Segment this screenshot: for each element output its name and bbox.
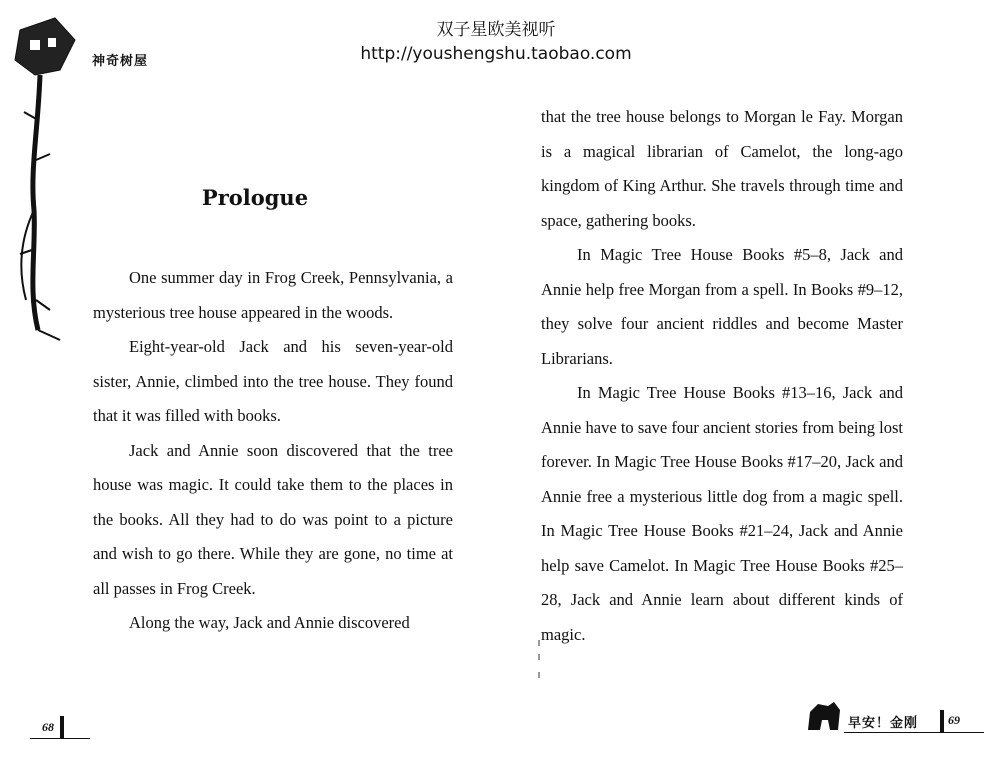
paragraph: In Magic Tree House Books #5–8, Jack and Annie help free Morgan from a spell. In Books #9–12, they solve four ancient riddles and become Master Librarians. bbox=[541, 245, 903, 368]
paragraph: Eight-year-old Jack and his seven-year-old sister, Annie, climbed into the tree house. They found that it was filled with books. bbox=[93, 337, 453, 425]
paragraph: that the tree house belongs to Morgan le Fay. Morgan is a magical librarian of Camelot, the long-ago kingdom of King Arthur. She travels through time and space, gathering books. bbox=[541, 107, 903, 230]
watermark-title: 双子星欧美视听 bbox=[436, 20, 556, 40]
footer-rule bbox=[844, 732, 984, 733]
footer-rule bbox=[30, 738, 90, 739]
paragraph: In Magic Tree House Books #13–16, Jack and Annie have to save four ancient stories from being lost forever. In Magic Tree House Books #17–20, Jack and Annie free a mysterious little dog from a magic spell. In Magic Tree House Books #21–24, Jack and Annie help save Camelot. In Magic Tree House Books #25–28, Jack and Annie learn about different kinds of magic. bbox=[541, 383, 903, 644]
running-head-right: 早安！金刚 bbox=[848, 716, 919, 731]
right-page-text bbox=[541, 100, 903, 652]
watermark-url: http://youshengshu.taobao.com bbox=[360, 44, 632, 64]
paragraph: Jack and Annie soon discovered that the tree house was magic. It could take them to the places in the books. All they had to do was point to a picture and wish to go there. While they are gone, no time at all passes in Frog Creek. bbox=[93, 440, 453, 598]
left-page-text bbox=[93, 261, 453, 641]
paragraph: Along the way, Jack and Annie discovered bbox=[129, 613, 410, 632]
page-number-right: 69 bbox=[948, 713, 960, 727]
footer-right bbox=[800, 700, 985, 740]
tree-house-vine-illustration bbox=[0, 0, 90, 360]
gorilla-icon bbox=[804, 700, 844, 734]
chapter-title: Prologue bbox=[201, 185, 309, 210]
page-number-left: 68 bbox=[42, 720, 54, 734]
margin-mark bbox=[538, 640, 540, 680]
paragraph: One summer day in Frog Creek, Pennsylvania, a mysterious tree house appeared in the woods. bbox=[93, 268, 453, 322]
footer-bar bbox=[940, 710, 944, 732]
running-head-left: 神奇树屋 bbox=[92, 54, 149, 69]
footer-bar bbox=[60, 716, 64, 738]
